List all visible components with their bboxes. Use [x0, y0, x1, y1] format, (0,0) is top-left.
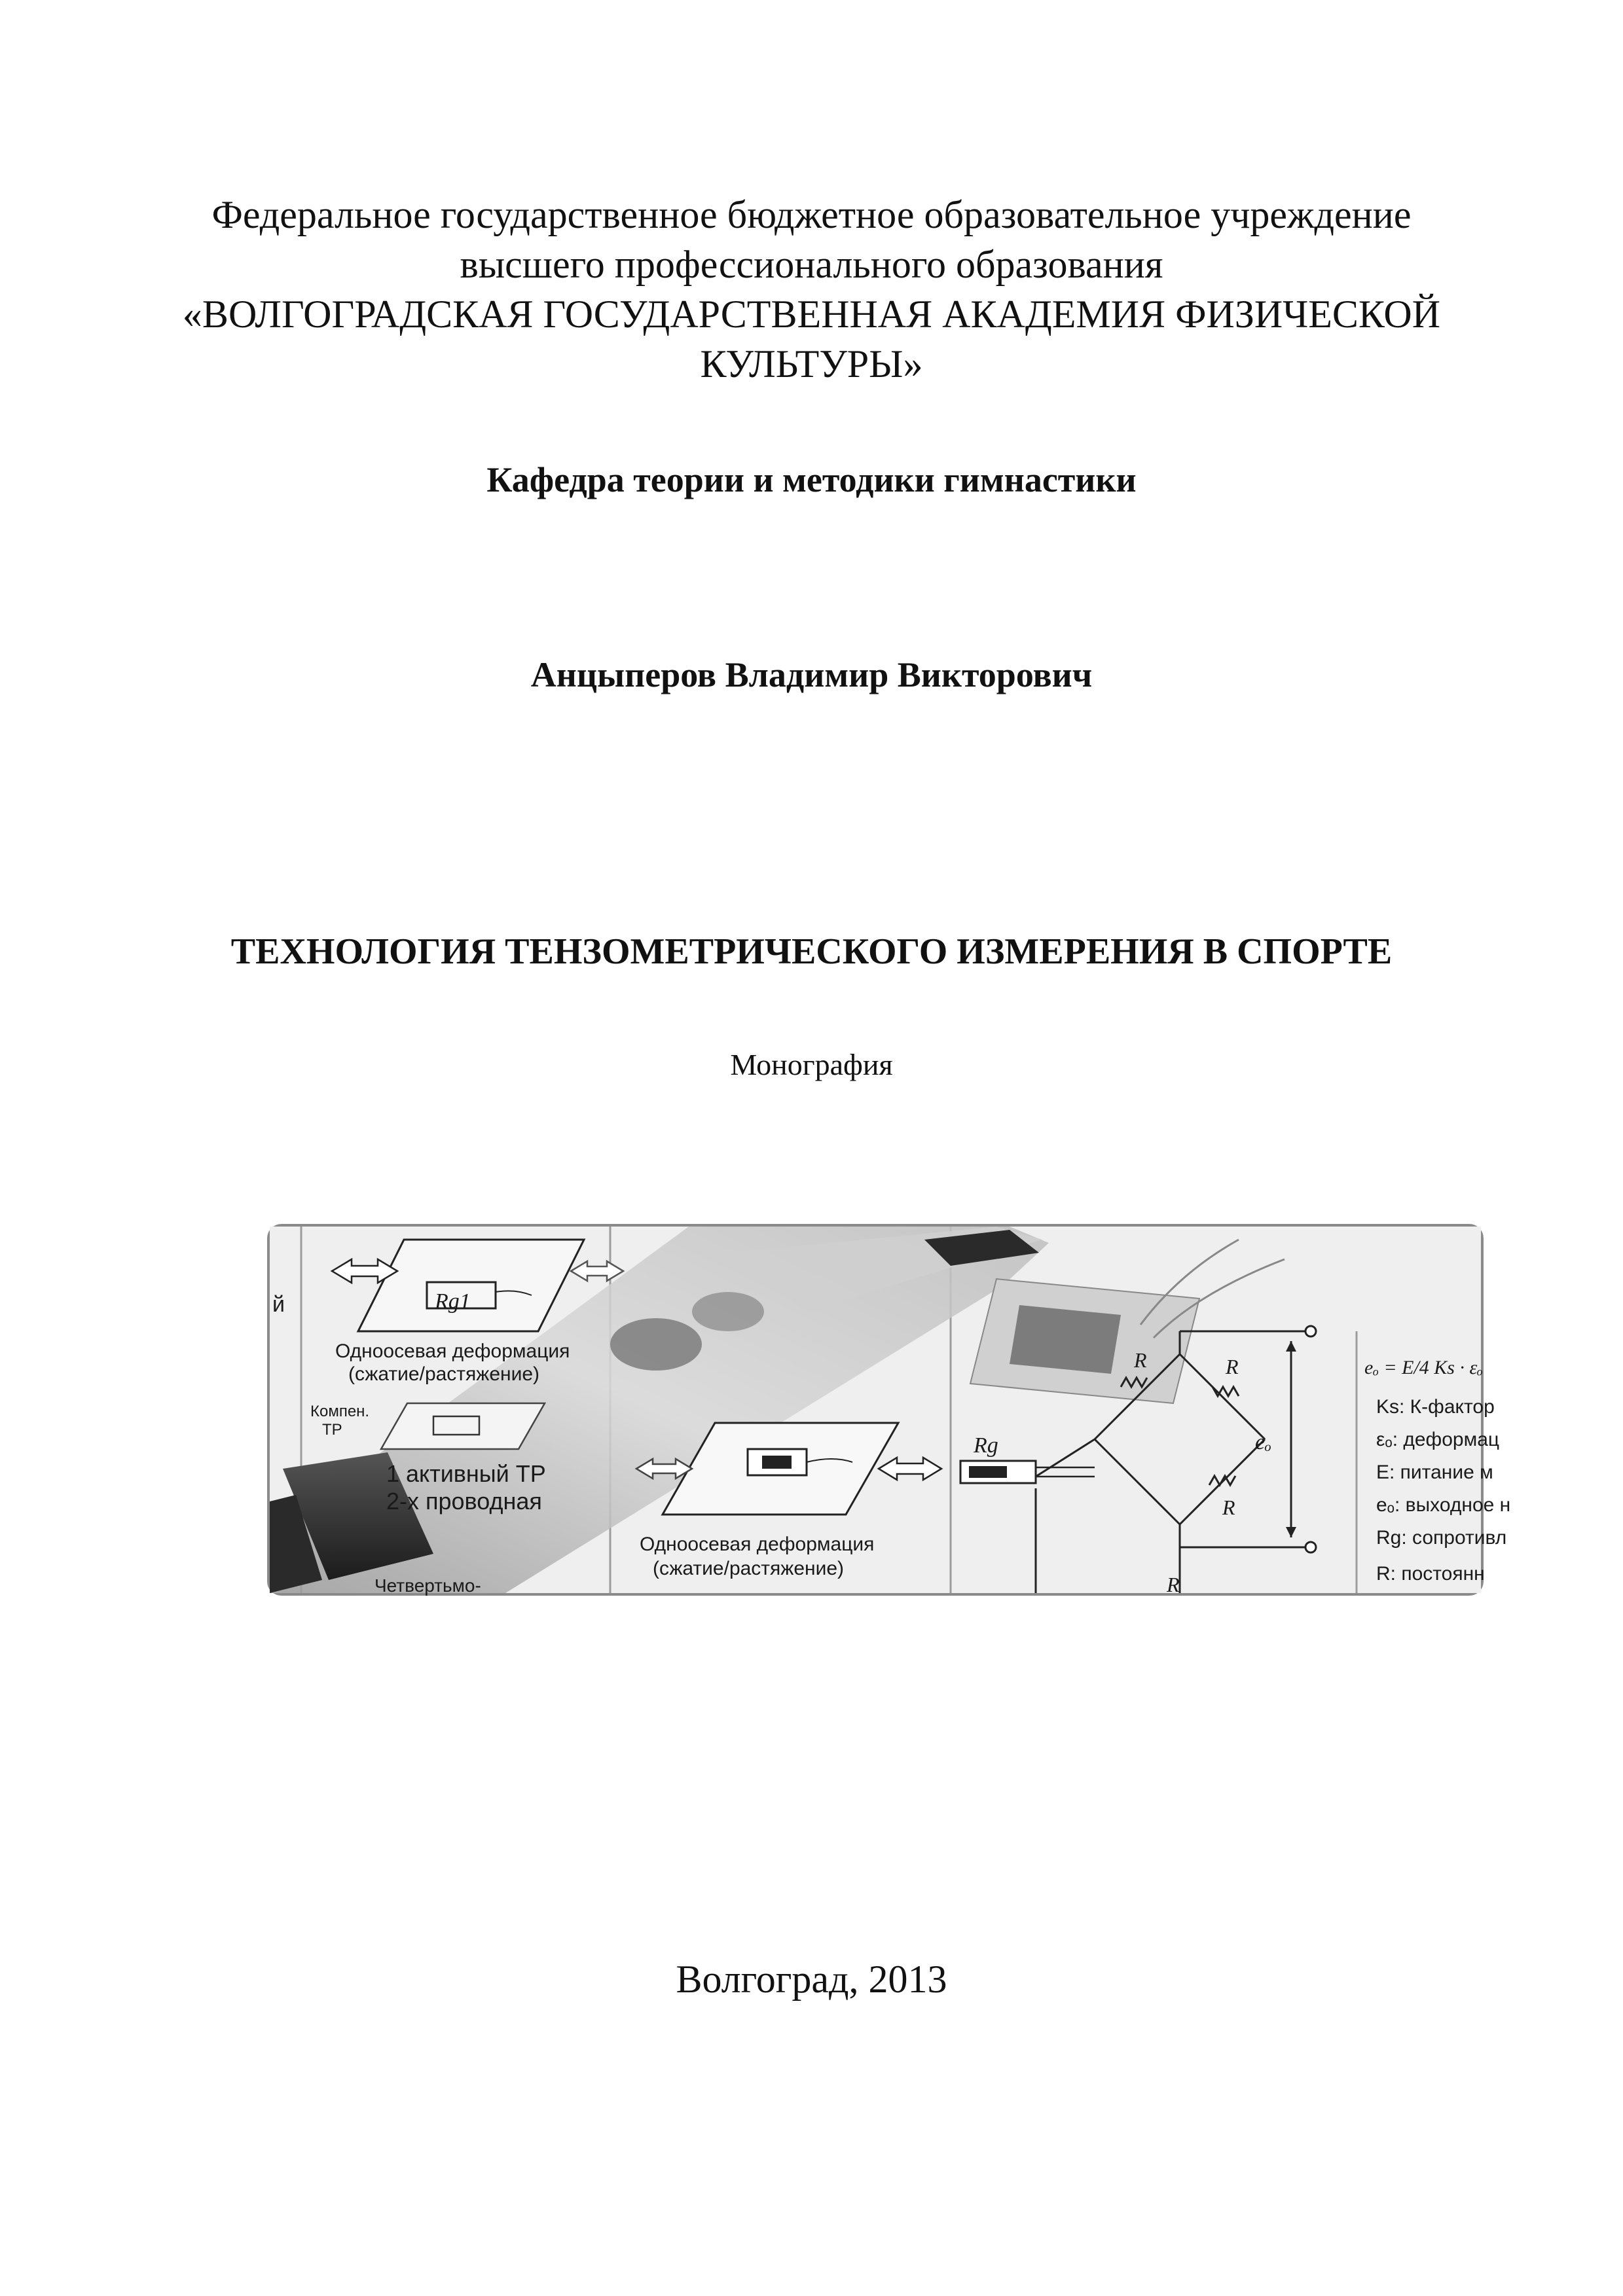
- legend-eps: εₒ: деформац: [1376, 1429, 1500, 1450]
- comp-label-1: Компен.: [310, 1403, 370, 1420]
- bridge-formula: eₒ = E/4 Ks · εₒ: [1364, 1357, 1483, 1378]
- institution-name: [0, 190, 1623, 389]
- resistor-label: R: [1167, 1573, 1180, 1596]
- quarter-bridge-label: Четвертьмо-: [374, 1575, 481, 1596]
- cover-illustration: [267, 1224, 1511, 1596]
- legend-e: E: питание м: [1376, 1462, 1493, 1483]
- terminal-node: [1305, 1542, 1316, 1552]
- uniaxial-label-b1: Одноосевая деформация: [640, 1534, 875, 1555]
- active-gauge-label-2: 2-х проводная: [386, 1488, 542, 1515]
- resistor-label: R: [1222, 1496, 1235, 1519]
- output-voltage-label: eₒ: [1255, 1430, 1271, 1454]
- resistor-label: R: [1226, 1355, 1239, 1378]
- author: Анцыперов Владимир Викторович: [530, 655, 1093, 694]
- uniaxial-label-b2: (сжатие/растяжение): [653, 1558, 845, 1579]
- city-year: Волгоград, 2013: [676, 1958, 947, 2001]
- rg-label: Rg: [974, 1433, 998, 1458]
- active-gauge-label-1: 1 активный ТР: [386, 1460, 546, 1487]
- legend-ks: Ks: К-фактор: [1376, 1396, 1495, 1418]
- uniaxial-label-1: Одноосевая деформация: [335, 1340, 570, 1362]
- resistor-label: R: [1134, 1348, 1147, 1372]
- book-title: ТЕХНОЛОГИЯ ТЕНЗОМЕТРИЧЕСКОГО ИЗМЕРЕНИЯ В СПОРТЕ: [230, 931, 1393, 972]
- legend-rg: Rg: сопротивл: [1376, 1527, 1507, 1549]
- comp-label-2: ТР: [322, 1421, 342, 1439]
- legend-r: R: постоянн: [1376, 1563, 1485, 1585]
- legend-eo: eₒ: выходное н: [1376, 1494, 1511, 1516]
- institution-line-1: Федеральное государственное бюджетное образовательное учреждение: [211, 193, 1412, 236]
- institution-line-3: «ВОЛГОГРАДСКАЯ ГОСУДАРСТВЕННАЯ АКАДЕМИЯ ФИЗИЧЕСКОЙ: [182, 293, 1441, 336]
- figure-left-letter: й: [272, 1292, 285, 1317]
- institution-line-2: высшего профессионального образования: [460, 243, 1163, 286]
- genre: Монография: [730, 1048, 893, 1081]
- rg1-label: Rg1: [435, 1289, 471, 1314]
- department: Кафедра теории и методики гимнастики: [486, 460, 1137, 499]
- institution-line-4: КУЛЬТУРЫ»: [700, 342, 923, 386]
- uniaxial-label-2: (сжатие/растяжение): [348, 1363, 540, 1385]
- terminal-node: [1305, 1326, 1316, 1336]
